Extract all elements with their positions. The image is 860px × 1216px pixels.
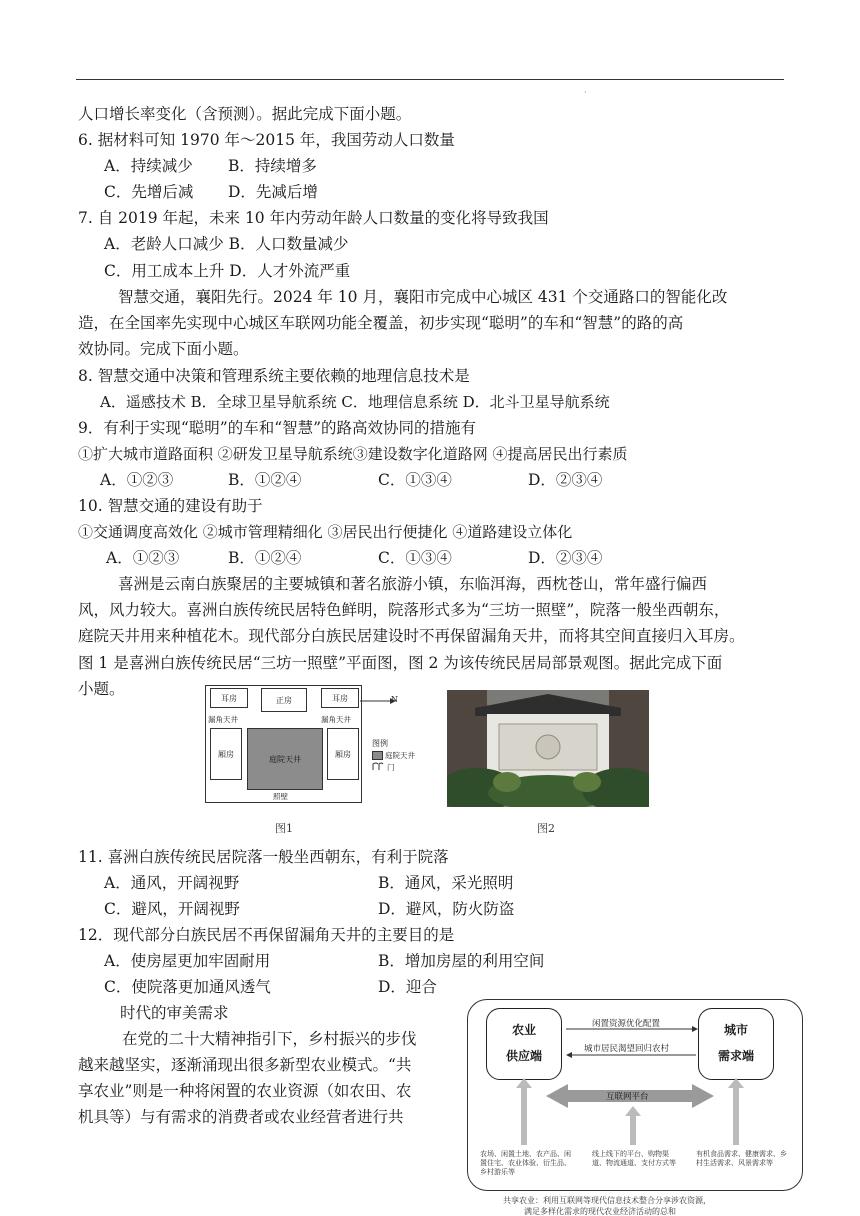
screen-wall-label: 照壁 — [273, 792, 288, 801]
courtyard: 庭院天井 — [247, 728, 323, 790]
city-demand-label-2: 需求端 — [717, 1049, 754, 1063]
wing-room-left: 厢房 — [210, 728, 242, 780]
passage-4-line-4: 机具等）与有需求的消费者或农业经营者进行共 — [78, 1108, 404, 1126]
q6-option-c: C．先增后减 — [104, 183, 194, 201]
q8-options: A．遥感技术 B．全球卫星导航系统 C．地理信息系统 D．北斗卫星导航系统 — [100, 393, 610, 411]
q12-option-d-continued: 时代的审美需求 — [120, 1004, 229, 1022]
question-6: 6. 据材料可知 1970 年～2015 年，我国劳动人口数量 — [78, 131, 455, 149]
passage-2-line-2: 造，在全国率先实现中心城区车联网功能全覆盖，初步实现“聪明”的车和“智慧”的路的高 — [78, 314, 684, 332]
question-11: 11. 喜洲白族传统民居院落一般坐西朝东，有利于院落 — [78, 848, 449, 866]
city-demand-label-1: 城市 — [723, 1023, 748, 1037]
legend-court-swatch — [372, 751, 383, 760]
q7-options-ab: A．老龄人口减少 B．人口数量减少 — [104, 235, 349, 253]
legend-court-label: 庭院天井 — [385, 751, 415, 760]
q9-option-b: B．①②④ — [228, 471, 302, 489]
q11-option-d: D．避风，防火防盗 — [378, 900, 515, 918]
q9-option-c: C．①③④ — [378, 471, 452, 489]
q11-option-c: C．避风，开阔视野 — [104, 900, 240, 918]
q10-option-d: D．②③④ — [528, 549, 603, 567]
q6-option-d: D．先减后增 — [228, 183, 318, 201]
floor-plan-figure — [205, 685, 362, 803]
passage-3-line-2: 风，风力较大。喜洲白族传统民居特色鲜明，院落形式多为“三坊一照壁”，院落一般坐西朝东， — [78, 601, 730, 619]
q9-option-d: D．②③④ — [528, 471, 603, 489]
intro-line: 人口增长率变化（含预测）。据此完成下面小题。 — [78, 105, 412, 123]
header-rule — [76, 79, 784, 80]
agri-supply-label-1: 农业 — [511, 1023, 536, 1037]
residence-photo — [447, 690, 649, 807]
q9-option-a: A．①②③ — [100, 471, 174, 489]
q10-option-c: C．①③④ — [378, 549, 452, 567]
agri-supply-label-2: 供应端 — [505, 1049, 542, 1063]
question-10: 10. 智慧交通的建设有助于 — [78, 497, 263, 515]
passage-4-line-1: 在党的二十大精神指引下，乡村振兴的步伐 — [122, 1030, 417, 1048]
q12-option-a: A．使房屋更加牢固耐用 — [104, 952, 271, 970]
legend-door-label: 门 — [387, 763, 395, 772]
leak-court-right-label: 漏角天井 — [321, 715, 351, 724]
q11-option-b: B．通风，采光照明 — [378, 874, 514, 892]
q10-option-a: A．①②③ — [106, 549, 180, 567]
north-label: N — [391, 695, 398, 704]
q12-option-d: D．迎合 — [378, 978, 437, 996]
ear-room-left: 耳房 — [210, 688, 248, 708]
q12-option-b: B．增加房屋的利用空间 — [378, 952, 545, 970]
q10-items: ①交通调度高效化 ②城市管理精细化 ③居民出行便捷化 ④道路建设立体化 — [78, 523, 573, 541]
question-12: 12．现代部分白族民居不再保留漏角天井的主要目的是 — [78, 926, 455, 944]
q10-option-b: B．①②④ — [228, 549, 302, 567]
arrow-top-label: 闲置资源优化配置 — [592, 1019, 661, 1029]
passage-2-line-1: 智慧交通，襄阳先行。2024 年 10 月，襄阳市完成中心城区 431 个交通路口的智能化改 — [118, 288, 728, 306]
wing-room-right: 厢房 — [327, 728, 359, 780]
q9-items: ①扩大城市道路面积 ②研发卫星导航系统③建设数字化道路网 ④提高居民出行素质 — [78, 445, 628, 463]
passage-3-line-4: 图 1 是喜洲白族传统民居“三坊一照壁”平面图，图 2 为该传统民居局部景观图。据此完成下面 — [78, 654, 723, 672]
platform-note: 线上线下的平台、购物渠道、物流通道、支付方式等 — [592, 1150, 676, 1167]
passage-2-line-3: 效协同。完成下面小题。 — [78, 340, 249, 358]
q6-option-b: B．持续增多 — [228, 157, 317, 175]
q7-options-cd: C．用工成本上升 D．人才外流严重 — [104, 262, 351, 280]
main-room: 正房 — [261, 688, 307, 712]
q12-option-c: C．使院落更加通风透气 — [104, 978, 271, 996]
passage-3-line-1: 喜洲是云南白族聚居的主要城镇和著名旅游小镇，东临洱海，西枕苍山，常年盛行偏西 — [118, 575, 708, 593]
question-7: 7. 自 2019 年起，未来 10 年内劳动年龄人口数量的变化将导致我国 — [78, 209, 549, 227]
door-icon — [372, 762, 384, 771]
shared-agriculture-diagram — [467, 999, 803, 1191]
ear-room-right: 耳房 — [321, 688, 359, 708]
passage-3-line-3: 庭院天井用来种植花木。现代部分白族民居建设时不再保留漏角天井，而将其空间直接归入耳房。 — [78, 627, 745, 645]
platform-label: 互联网平台 — [606, 1092, 649, 1102]
q6-option-a: A．持续减少 — [104, 157, 193, 175]
arrow-mid-label: 城市居民渴望回归农村 — [584, 1044, 670, 1054]
figure-2-caption: 图2 — [537, 822, 555, 835]
leak-court-left-label: 漏角天井 — [208, 715, 238, 724]
diagram-caption-1: 共享农业：利用互联网等现代信息技术整合分享涉农资源， — [503, 1196, 711, 1205]
diagram-caption-2: 满足多样化需求的现代农业经济活动的总和 — [524, 1207, 676, 1216]
supply-note: 农场、闲置土地、农产品、闲置住宅、农业体验、衍生品、乡村游乐等 — [480, 1150, 571, 1176]
figure-1-caption: 图1 — [275, 822, 293, 835]
passage-4-line-2: 越来越坚实，逐渐涌现出很多新型农业模式。“共 — [78, 1056, 412, 1074]
passage-3-line-5: 小题。 — [78, 680, 125, 698]
demand-note: 有机食品需求、健康需求、乡村生活需求、风景需求等 — [696, 1150, 787, 1167]
q11-option-a: A．通风，开阔视野 — [104, 874, 240, 892]
question-9: 9．有利于实现“聪明”的车和“智慧”的路高效协同的措施有 — [78, 419, 477, 437]
legend-title: 图例 — [372, 739, 388, 748]
passage-4-line-3: 享农业”则是一种将闲置的农业资源（如农田、农 — [78, 1082, 412, 1100]
header-mark: · — [584, 88, 587, 97]
question-8: 8. 智慧交通中决策和管理系统主要依赖的地理信息技术是 — [78, 367, 470, 385]
